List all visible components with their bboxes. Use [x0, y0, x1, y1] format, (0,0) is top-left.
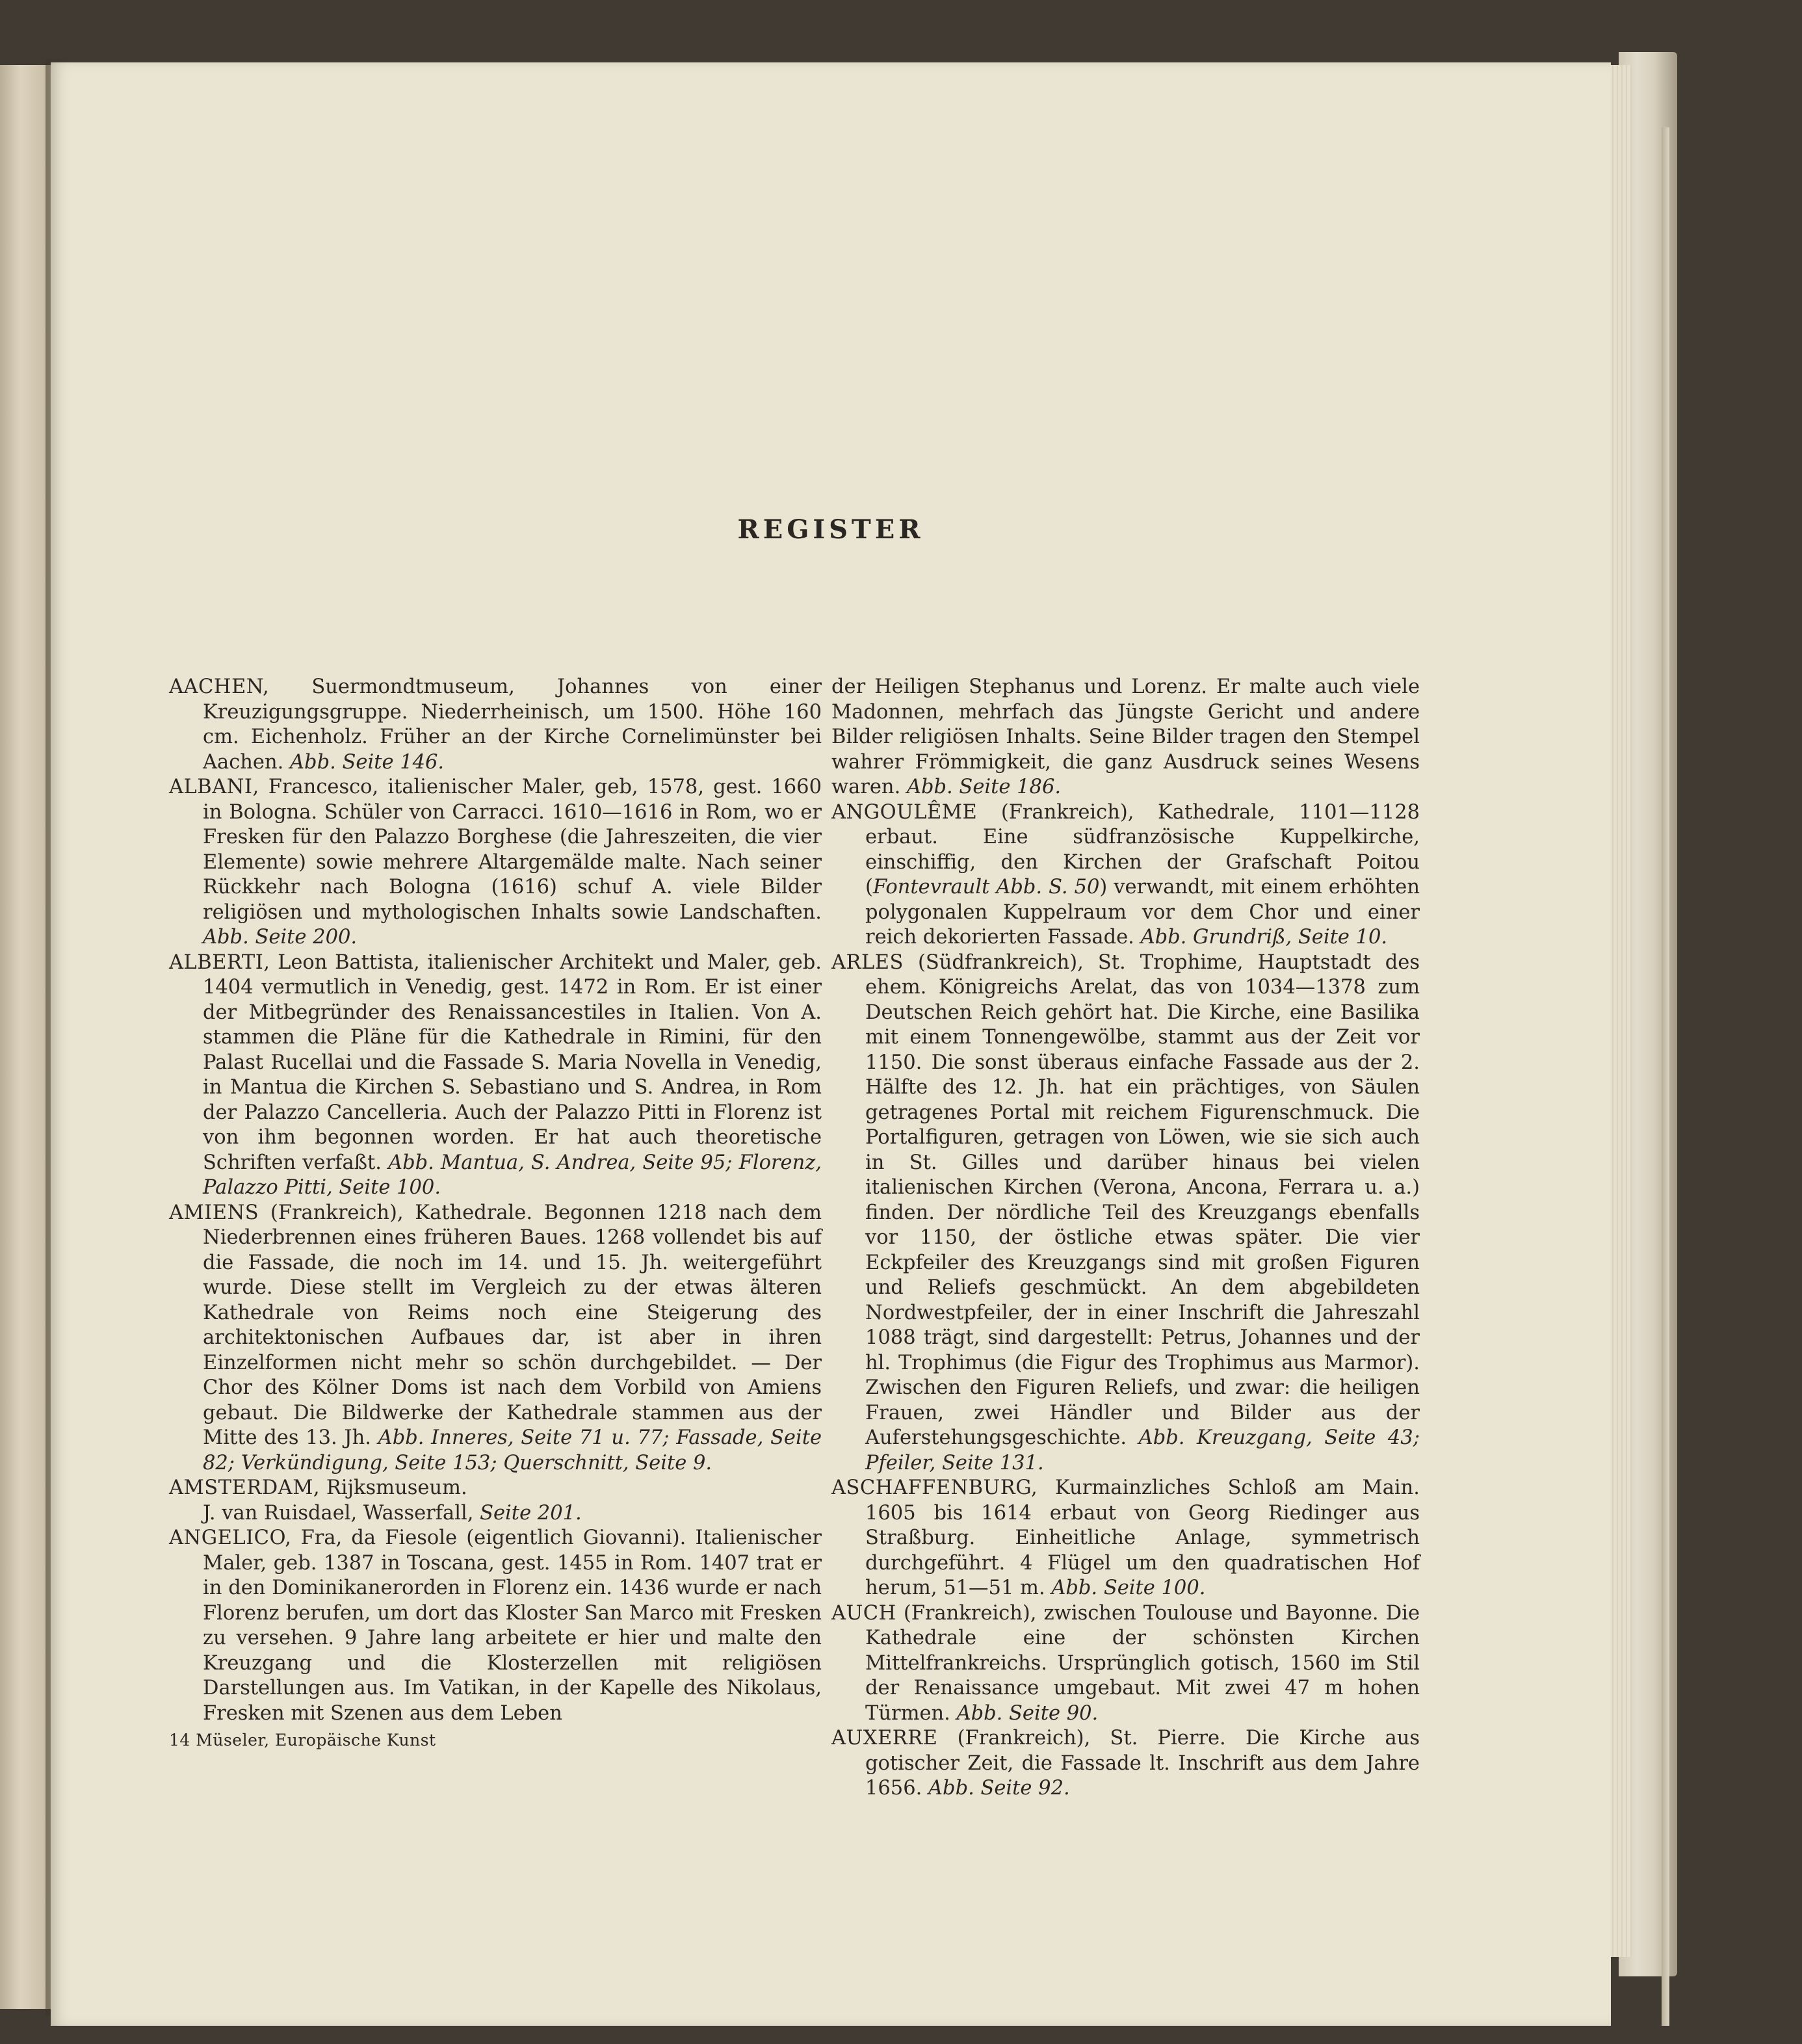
entry-reference: Abb. Mantua, S. Andrea, Seite 95; Florenz, Palazzo Pitti, Seite 100. [203, 1151, 822, 1199]
entry-text: Rijksmuseum. [320, 1476, 467, 1499]
entry-headword: AMIENS [169, 1201, 259, 1224]
entry-headword: ANGOULÊME [831, 800, 978, 824]
register-entry-amiens [169, 1201, 822, 1476]
entry-text: Leon Battista, italienischer Architekt und Maler, geb. 1404 vermutlich in Venedig, gest. 1472 in Rom. Er ist einer der Mitbegründer des Renaissancestiles in Italien. Von A. stammen die Pläne für die Kathedrale in Rimini, für den Palast Rucellai und die Fassade S. Maria Novella in Venedig, in Mantua die Kirchen S. Sebastiano und S. Andrea, in Rom der Palazzo Cancelleria. Auch der Palazzo Pitti in Florenz ist von ihm begonnen worden. Er hat auch theoretische Schriften verfaßt. [203, 950, 822, 1174]
entry-reference: Abb. Inneres, Seite 71 u. 77; Fassade, Seite 82; Verkündigung, Seite 153; Querschnitt, Seite 9. [203, 1426, 822, 1474]
register-entry-aachen [169, 675, 822, 775]
register-entry-amsterdam [169, 1476, 822, 1501]
entry-text: Francesco, italienischer Maler, geb, 1578, gest. 1660 in Bologna. Schüler von Carracci. 1610—1616 in Rom, wo er Fresken für den Palazzo Borghese (die Jahreszeiten, die vier Elemente) sowie mehrere Altargemälde malte. Nach seiner Rückkehr nach Bologna (1616) schuf A. viele Bilder religiösen und mythologischen Inhalts sowie Landschaften. [203, 776, 822, 924]
register-entry-alberti [169, 950, 822, 1201]
entry-headword: ASCHAFFENBURG, [831, 1476, 1038, 1499]
entry-text: (Frankreich), Kathedrale, 1101—1128 erbaut. Eine südfranzösische Kuppelkirche, einschiffig, den Kirchen der Grafschaft Poitou ( [865, 800, 1420, 898]
entry-reference: Abb. Seite 146. [290, 750, 445, 774]
entry-text: Kurmainzliches Schloß am Main. 1605 bis 1614 erbaut von Georg Riedinger aus Straßburg. Einheitliche Anlage, symmetrisch durchgeführt. 4 Flügel um den quadratischen Hof herum, 51—51 m. [865, 1476, 1420, 1599]
entry-headword: AMSTERDAM, [169, 1476, 320, 1499]
page-right-fold [1662, 127, 1669, 2026]
entry-headword: ALBERTI, [169, 950, 270, 974]
entry-reference: Abb. Grundriß, Seite 10. [1140, 926, 1388, 949]
page-footer-signature: 14 Müseler, Europäische Kunst [169, 1731, 436, 1749]
register-entry-angelico [169, 1526, 822, 1726]
register-entry-auxerre [831, 1726, 1420, 1802]
entry-text: (Frankreich), St. Pierre. Die Kirche aus gotischer Zeit, die Fassade lt. Inschrift aus dem Jahre 1656. [865, 1727, 1420, 1800]
entry-reference: Seite 201. [480, 1501, 582, 1525]
entry-text: (Südfrankreich), St. Trophime, Hauptstadt des ehem. Königreichs Arelat, das von 1034—1378 zum Deutschen Reich gehört hat. Die Kirche, eine Basilika mit einem Tonnengewölbe, stammt aus der Zeit vor 1150. Die sonst überaus einfache Fassade aus der 2. Hälfte des 12. Jh. hat ein prächtiges, von Säulen getragenes Portal mit reichem Figurenschmuck. Die Portalfiguren, getragen von Löwen, wie sie sich auch in St. Gilles und darüber hinaus bei vielen italienischen Kirchen (Verona, Ancona, Ferrara u. a.) finden. Der nördliche Teil des Kreuzgangs ebenfalls vor 1150, der östliche etwas später. Die vier Eckpfeiler des Kreuzgangs sind mit großen Figuren und Reliefs geschmückt. An dem abgebildeten Nordwestpfeiler, der in einer Inschrift die Jahreszahl 1088 trägt, sind dargestellt: Petrus, Johannes und der hl. Trophimus (die Figur des Trophimus aus Marmor). Zwischen den Figuren Reliefs, und zwar: die heiligen Frauen, zwei Händler und Bilder aus der Auferstehungsgeschichte. [865, 950, 1420, 1449]
entry-reference: Abb. Seite 90. [956, 1701, 1099, 1725]
entry-headword: AACHEN, [169, 675, 270, 698]
register-entry-angouleme [831, 800, 1420, 950]
register-entry-albani [169, 775, 822, 950]
register-entry-continuation [169, 1501, 822, 1526]
page-title: REGISTER [737, 514, 924, 545]
entry-text: Suermondtmuseum, Johannes von einer Kreuzigungsgruppe. Niederrheinisch, um 1500. Höhe 160 cm. Eichenholz. Früher an der Kirche Cornelimünster bei Aachen. [203, 675, 822, 774]
entry-reference: Fontevrault Abb. S. 50 [872, 876, 1100, 898]
register-entry-auch [831, 1601, 1420, 1727]
entry-text: Fra, da Fiesole (eigentlich Giovanni). Italienischer Maler, geb. 1387 in Toscana, gest. 1455 in Rom. 1407 trat er in den Dominikanerorden in Florenz ein. 1436 wurde er nach Florenz berufen, um dort das Kloster San Marco mit Fresken zu versehen. 9 Jahre lang arbeitete er hier und malte den Kreuzgang und die Klosterzellen mit religiösen Darstellungen aus. Im Vatikan, in der Kapelle des Nikolaus, Fresken mit Szenen aus dem Leben [203, 1526, 822, 1725]
entry-text: der Heiligen Stephanus und Lorenz. Er malte auch viele Madonnen, mehrfach das Jüngste Gericht und andere Bilder religiösen Inhalts. Seine Bilder tragen den Stempel wahrer Frömmigkeit, die ganz Ausdruck seines Wesens waren. [831, 675, 1420, 798]
entry-headword: ALBANI, [169, 776, 259, 798]
register-entry-continuation [831, 675, 1420, 800]
entry-reference: Abb. Seite 200. [203, 926, 358, 949]
right-column [831, 675, 1420, 1802]
entry-headword: ARLES [831, 950, 904, 974]
left-column [169, 675, 822, 1726]
entry-text: (Frankreich), zwischen Toulouse und Bayonne. Die Kathedrale eine der schönsten Kirchen Mittelfrankreichs. Ursprünglich gotisch, 1560 im Stil der Renaissance umgebaut. Mit zwei 47 m hohen Türmen. [865, 1601, 1420, 1725]
entry-headword: AUCH [831, 1601, 896, 1625]
entry-headword: AUXERRE [831, 1727, 938, 1749]
entry-text: J. van Ruisdael, Wasserfall, [203, 1501, 480, 1525]
entry-reference: Abb. Seite 186. [906, 776, 1062, 798]
register-entry-aschaffenburg [831, 1476, 1420, 1601]
entry-text: ) verwandt, mit einem erhöhten polygonalen Kuppelraum vor dem Chor und einer reich dekorierten Fassade. [865, 876, 1420, 949]
entry-reference: Abb. Seite 100. [1051, 1577, 1206, 1599]
entry-reference: Abb. Kreuzgang, Seite 43; Pfeiler, Seite 131. [865, 1426, 1420, 1474]
entry-headword: ANGELICO, [169, 1526, 292, 1549]
register-page [51, 62, 1611, 2026]
entry-reference: Abb. Seite 92. [928, 1777, 1070, 1800]
register-entry-arles [831, 950, 1420, 1476]
entry-text: (Frankreich), Kathedrale. Begonnen 1218 nach dem Niederbrennen eines früheren Baues. 1268 vollendet bis auf die Fassade, die noch im 14. und 15. Jh. weitergeführt wurde. Diese stellt im Vergleich zu der etwas älteren Kathedrale von Reims noch eine Steigerung des architektonischen Aufbaues dar, ist aber in ihren Einzelformen nicht mehr so schön durchgebildet. — Der Chor des Kölner Doms ist nach dem Vorbild von Amiens gebaut. Die Bildwerke der Kathedrale stammen aus der Mitte des 13. Jh. [203, 1201, 822, 1449]
